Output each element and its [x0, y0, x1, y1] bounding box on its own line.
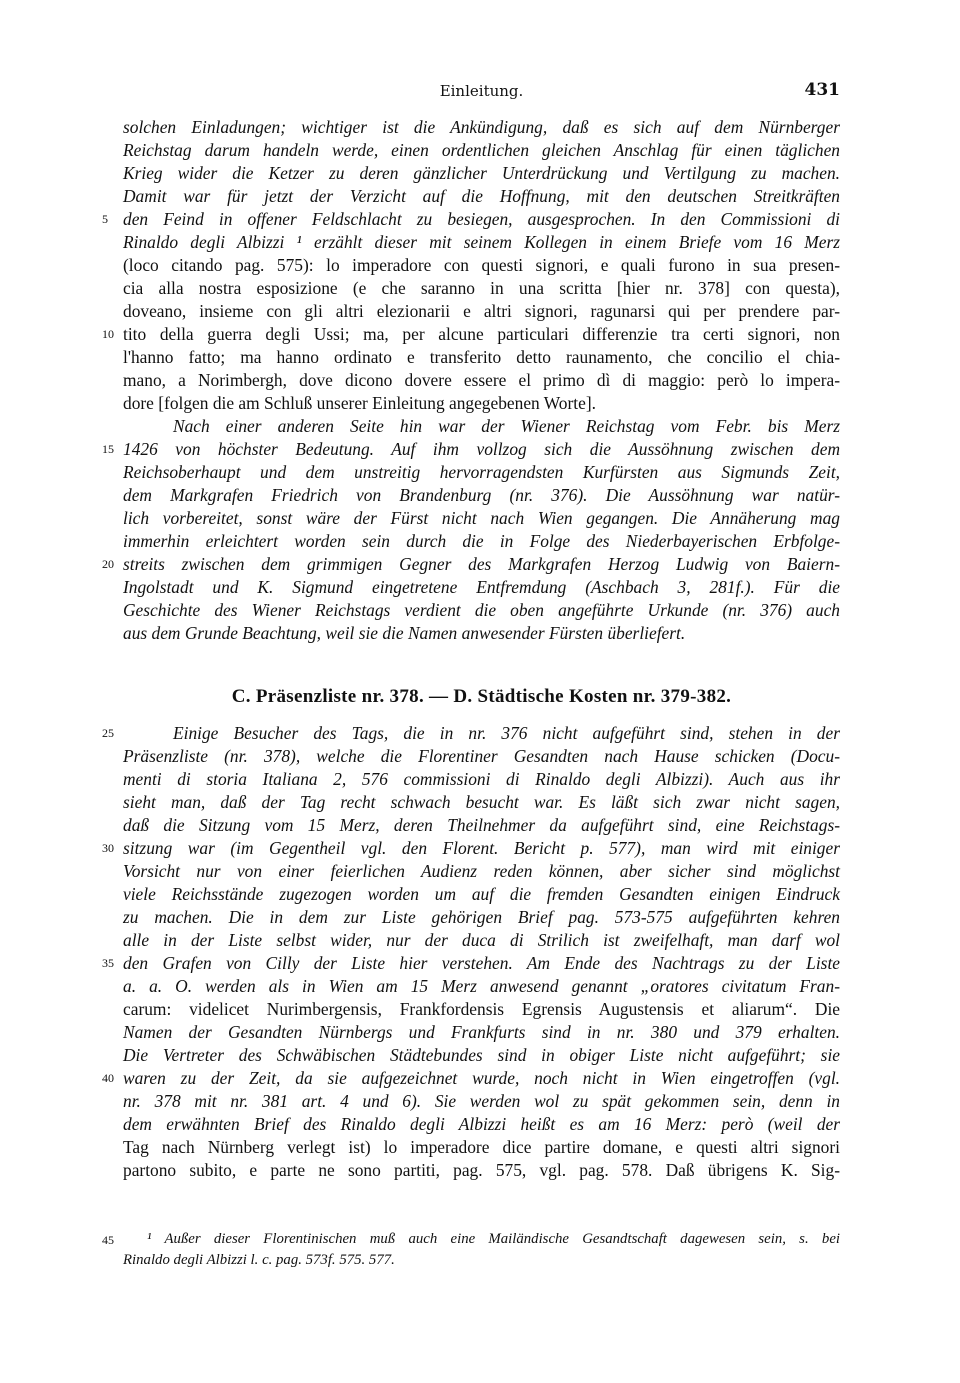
margin-line-number: 20: [102, 557, 114, 571]
text-line: waren zu der Zeit, da sie aufgezeichnet wurde, noch nicht in Wien eingetroffen (vgl.: [123, 1068, 840, 1088]
text-line: solchen Einladungen; wichtiger ist die Ankündigung, daß es sich auf dem Nürnberger: [123, 117, 840, 137]
margin-line-number: 30: [102, 841, 114, 855]
text-line: Nach einer anderen Seite hin war der Wiener Reichstag vom Febr. bis Merz: [173, 416, 840, 436]
text-line: alle in der Liste selbst wider, nur der duca di Strilich ist zweifelhaft, man darf wol: [123, 930, 840, 950]
footnote-line: Rinaldo degli Albizzi l. c. pag. 573f. 575. 577.: [123, 1252, 395, 1268]
text-line: den Grafen von Cilly der Liste hier verstehen. Am Ende des Nachtrags zu der Liste: [123, 953, 840, 973]
text-line: 1426 von höchster Bedeutung. Auf ihm vollzog sich die Aussöhnung zwischen dem: [123, 439, 840, 459]
text-line: Rinaldo degli Albizzi ¹ erzählt dieser mit seinem Kollegen in einem Briefe vom 16 Merz: [123, 232, 840, 252]
text-line: Tag nach Nürnberg verlegt ist) lo imperadore dice partire domane, e questi altri signori: [123, 1137, 840, 1157]
text-line: cia alla nostra esposizione (e che saranno in una scritta [hier nr. 378] con questa),: [123, 278, 840, 298]
text-line: carum: videlicet Nurimbergensis, Frankfordensis Egrensis Augustensis et aliarum“. Die: [123, 999, 840, 1019]
text-line: Reichsoberhaupt und dem unstreitig hervorragendsten Kurfürsten aus Sigmunds Zeit,: [123, 462, 840, 482]
footnote-line: ¹ Außer dieser Florentinischen muß auch eine Mailändische Gesandtschaft dagewesen sein, s. bei: [147, 1231, 840, 1247]
text-line: sitzung war (im Gegentheil vgl. den Florent. Bericht p. 577), man wird mit einiger: [123, 838, 840, 858]
text-line: daß die Sitzung vom 15 Merz, deren Theilnehmer da aufgeführt sind, eine Reichstags-: [123, 815, 840, 835]
text-line: Präsenzliste (nr. 378), welche die Florentiner Gesandten nach Hause schicken (Docu-: [123, 746, 840, 766]
text-line: aus dem Grunde Beachtung, weil sie die Namen anwesender Fürsten überliefert.: [123, 623, 686, 643]
text-line: Einige Besucher des Tags, die in nr. 376 nicht aufgeführt sind, stehen in der: [173, 723, 840, 743]
text-line: Krieg wider die Ketzer zu deren gänzlicher Unterdrückung und Vertilgung zu machen.: [123, 163, 840, 183]
text-line: Reichstag darum handeln werde, einen ordentlichen gleichen Anschlag für einen täglichen: [123, 140, 840, 160]
text-line: nr. 378 mit nr. 381 art. 4 und 6). Sie werden wol zu spät gekommen sein, denn in: [123, 1091, 840, 1111]
margin-line-number: 5: [102, 212, 108, 226]
text-line: mano, a Norimbergh, dove dicono dovere essere el primo dì di maggio: però lo impera-: [123, 370, 840, 390]
text-line: menti di storia Italiana 2, 576 commissioni di Rinaldo degli Albizzi). Auch aus ihr: [123, 769, 840, 789]
section-heading: C. Präsenzliste nr. 378. — D. Städtische Kosten nr. 379-382.: [231, 686, 732, 707]
text-line: streits zwischen dem grimmigen Gegner des Markgrafen Herzog Ludwig von Baiern-: [123, 554, 840, 574]
text-line: partono subito, e parte ne sono partiti, pag. 575, vgl. pag. 578. Daß übrigens K. Sig-: [123, 1160, 840, 1180]
text-line: l'hanno fatto; ma hanno ordinato e transferito detto raunamento, che concilio el chia-: [123, 347, 840, 367]
margin-line-number: 10: [102, 327, 114, 341]
margin-line-number: 35: [102, 956, 114, 970]
running-header: [123, 82, 840, 106]
text-line: den Feind in offener Feldschlacht zu besiegen, ausgesprochen. In den Commissioni di: [123, 209, 840, 229]
margin-line-number: 15: [102, 442, 114, 456]
text-line: Die Vertreter des Schwäbischen Städtebundes sind in obiger Liste nicht aufgeführt; sie: [123, 1045, 840, 1065]
margin-line-number: 25: [102, 726, 114, 740]
text-line: doveano, insieme con gli altri elezionarii e altri signori, ragunarsi qui per prendere par-: [123, 301, 840, 321]
text-line: a. a. O. werden als in Wien am 15 Merz anwesend genannt „oratores civitatum Fran-: [123, 976, 840, 996]
text-line: dem Markgrafen Friedrich von Brandenburg (nr. 376). Die Aussöhnung war natür-: [123, 485, 840, 505]
text-line: immerhin erleichtert worden sein durch die in Folge des Niederbayerischen Erbfolge-: [123, 531, 840, 551]
text-line: Vorsicht nur von einer feierlichen Audienz reden können, aber sicher sind möglichst: [123, 861, 840, 881]
text-line: tito della guerra degli Ussi; ma, per alcune particulari differenzie tra certi signori, non: [123, 324, 840, 344]
text-line: dore [folgen die am Schluß unserer Einleitung angegebenen Worte].: [123, 393, 596, 413]
margin-line-number: 40: [102, 1071, 114, 1085]
text-line: viele Reichsstände zugezogen worden um auf die fremden Gesandten einigen Eindruck: [123, 884, 840, 904]
text-line: Damit war für jetzt der Verzicht auf die Hoffnung, mit den deutschen Streitkräften: [123, 186, 840, 206]
text-line: zu machen. Die in dem zur Liste gehörigen Brief pag. 573-575 aufgeführten kehren: [123, 907, 840, 927]
page-number: 431: [804, 80, 840, 100]
running-title: Einleitung.: [439, 82, 524, 100]
margin-line-number: 45: [102, 1233, 114, 1247]
text-line: Geschichte des Wiener Reichstags verdient die oben angeführte Urkunde (nr. 376) auch: [123, 600, 840, 620]
text-line: (loco citando pag. 575): lo imperadore con questi signori, e quali furono in sua presen-: [123, 255, 840, 275]
text-line: dem erwähnten Brief des Rinaldo degli Albizzi heißt es am 16 Merz: però (weil der: [123, 1114, 840, 1134]
text-line: lich vorbereitet, sonst wäre der Fürst nicht nach Wien gegangen. Die Annäherung mag: [123, 508, 840, 528]
text-line: Ingolstadt und K. Sigmund eingetretene Entfremdung (Aschbach 3, 281f.). Für die: [123, 577, 840, 597]
text-line: sieht man, daß der Tag recht schwach besucht war. Es läßt sich zwar nicht sagen,: [123, 792, 840, 812]
text-line: Namen der Gesandten Nürnbergs und Frankfurts sind in nr. 380 und 379 erhalten.: [123, 1022, 840, 1042]
